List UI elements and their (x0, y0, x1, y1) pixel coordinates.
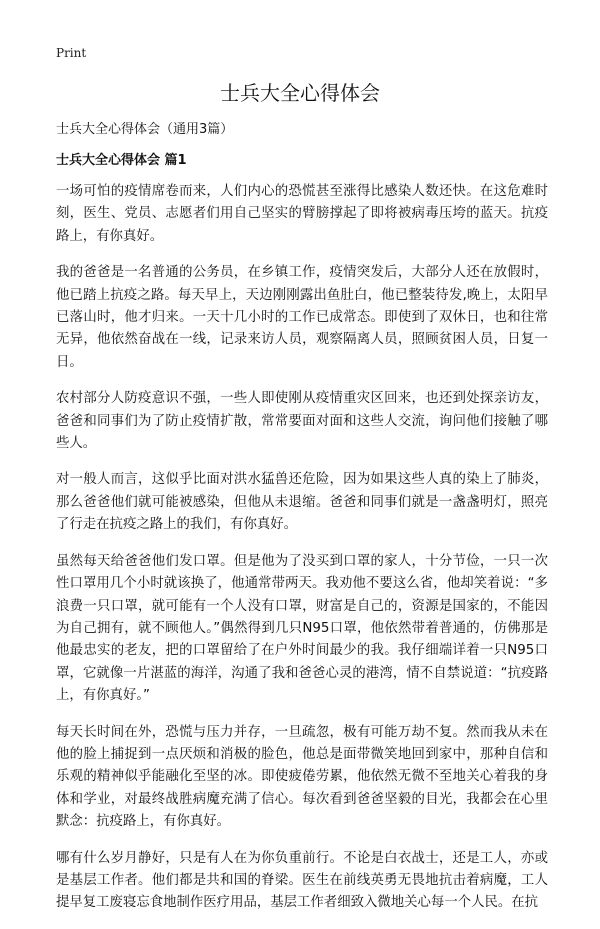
paragraph: 每天长时间在外，恐慌与压力并存，一旦疏忽，极有可能万劫不复。然而我从未在他的脸上捕捉到一点厌烦和消极的脸色，他总是面带微笑地回到家中，那种自信和乐观的精神似乎能融化至坚的冰。即使疲倦劳累，他依然无微不至地关心着我的身体和学业，对最终战胜病魔充满了信心。每次看到爸爸坚毅的目光，我都会在心里默念：抗疫路上，有你真好。 (56, 724, 548, 830)
article-body (56, 181, 548, 929)
document-subtitle: 士兵大全心得体会（通用3篇） (56, 122, 234, 137)
section-heading: 士兵大全心得体会 篇1 (56, 153, 187, 168)
paragraph: 一场可怕的疫情席卷而来，人们内心的恐慌甚至涨得比感染人数还快。在这危难时刻，医生、党员、志愿者们用自己坚实的臂膀撑起了即将被病毒压垮的蓝天。抗疫路上，有你真好。 (56, 184, 548, 244)
print-link[interactable]: Print (56, 46, 87, 60)
paragraph: 哪有什么岁月静好，只是有人在为你负重前行。不论是白衣战士，还是工人，亦或是基层工作者。他们都是共和国的脊梁。医生在前线英勇无畏地抗击着病魔，工人提早复工废寝忘食地制作医疗用品，基层工作者细致入微地关心每一个人民。在抗 (56, 850, 548, 911)
paragraph: 农村部分人防疫意识不强，一些人即使刚从疫情重灾区回来，也还到处探亲访友，爸爸和同事们为了防止疫情扩散，常常要面对面和这些人交流，询问他们接触了哪些人。 (56, 391, 548, 452)
paragraph: 虽然每天给爸爸他们发口罩。但是他为了没买到口罩的家人，十分节俭，一只一次性口罩用几个小时就该换了，他通常带两天。我劝他不要这么省，他却笑着说：“多浪费一只口罩，就可能有一个人没有口罩，财富是自己的，资源是国家的，不能因为自己拥有，就不顾他人。”偶然得到几只N95口罩，他依然带着普通的，仿佛那是他最忠实的老友，把的口罩留给了在户外时间最少的我。我仔细端详着一只N95口罩，它就像一片湛蓝的海洋，沟通了我和爸爸心灵的港湾，情不自禁说道：“抗疫路上，有你真好。” (56, 553, 548, 704)
page-title: 士兵大全心得体会 (220, 81, 380, 105)
paragraph: 我的爸爸是一名普通的公务员，在乡镇工作，疫情突发后，大部分人还在放假时，他已踏上抗疫之路。每天早上，天边刚刚露出鱼肚白，他已整装待发,晚上，太阳早已落山时，他才归来。一天十几小时的工作已成常态。即使到了双休日，也和往常无异，他依然奋战在一线，记录来访人员，观察隔离人员，照顾贫困人员，日复一日。 (56, 265, 548, 370)
paragraph: 对一般人而言，这似乎比面对洪水猛兽还危险，因为如果这些人真的染上了肺炎，那么爸爸他们就可能被感染，但他从未退缩。爸爸和同事们就是一盏盏明灯，照亮了行走在抗疫之路上的我们，有你真好。 (56, 472, 548, 533)
